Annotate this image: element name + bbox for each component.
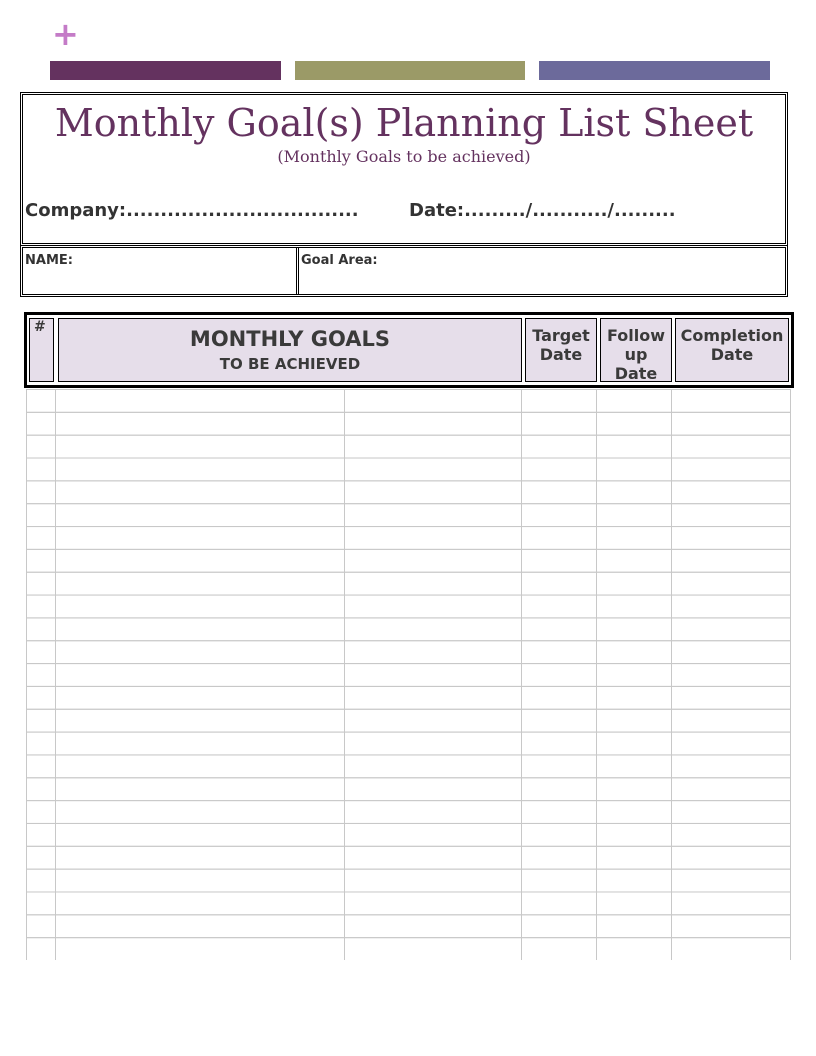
table-cell[interactable]: [522, 435, 597, 458]
table-cell[interactable]: [522, 572, 597, 595]
table-cell[interactable]: [597, 390, 672, 413]
table-cell[interactable]: [56, 869, 345, 892]
table-cell[interactable]: [597, 664, 672, 687]
table-cell[interactable]: [672, 435, 791, 458]
table-cell[interactable]: [522, 595, 597, 618]
target-line-1: Target: [532, 326, 590, 345]
table-cell[interactable]: [56, 732, 345, 755]
table-cell[interactable]: [672, 686, 791, 709]
table-cell[interactable]: [522, 412, 597, 435]
table-cell[interactable]: [672, 846, 791, 869]
date-field[interactable]: Date:........./.........../.........: [409, 200, 676, 221]
table-cell[interactable]: [522, 823, 597, 846]
table-cell[interactable]: [27, 412, 56, 435]
table-cell[interactable]: [597, 618, 672, 641]
table-cell[interactable]: [672, 892, 791, 915]
table-row[interactable]: [27, 709, 791, 732]
table-cell[interactable]: [672, 618, 791, 641]
table-cell[interactable]: [597, 412, 672, 435]
table-cell[interactable]: [56, 846, 345, 869]
table-cell[interactable]: [345, 732, 522, 755]
info-box: [20, 245, 788, 297]
table-cell[interactable]: [597, 801, 672, 824]
table-cell[interactable]: [597, 892, 672, 915]
table-cell[interactable]: [522, 481, 597, 504]
table-cell[interactable]: [597, 458, 672, 481]
table-cell[interactable]: [56, 823, 345, 846]
table-cell[interactable]: [597, 755, 672, 778]
column-header-follow-text: [601, 326, 671, 383]
company-field[interactable]: Company:..................................: [25, 200, 359, 221]
table-cell[interactable]: [672, 641, 791, 664]
table-cell[interactable]: [522, 664, 597, 687]
table-cell[interactable]: [345, 595, 522, 618]
column-header-goals: [58, 318, 522, 382]
info-divider: [296, 248, 299, 294]
page-title: Monthly Goal(s) Planning List Sheet: [54, 101, 754, 145]
table-row[interactable]: [27, 664, 791, 687]
table-cell[interactable]: [56, 892, 345, 915]
table-cell[interactable]: [27, 755, 56, 778]
table-cell[interactable]: [672, 481, 791, 504]
plus-icon: +: [52, 15, 79, 53]
table-cell[interactable]: [672, 549, 791, 572]
table-cell[interactable]: [597, 595, 672, 618]
table-row[interactable]: [27, 938, 791, 960]
column-header-completion-date: [675, 318, 789, 382]
table-row[interactable]: [27, 755, 791, 778]
table-cell[interactable]: [345, 664, 522, 687]
table-cell[interactable]: [345, 823, 522, 846]
table-cell[interactable]: [597, 915, 672, 938]
goal-area-field[interactable]: Goal Area:: [301, 253, 378, 268]
follow-line-3: Date: [614, 364, 658, 383]
table-cell[interactable]: [522, 938, 597, 960]
table-cell[interactable]: [27, 481, 56, 504]
table-cell[interactable]: [345, 390, 522, 413]
table-cell[interactable]: [27, 390, 56, 413]
table-row[interactable]: [27, 435, 791, 458]
table-cell[interactable]: [522, 732, 597, 755]
table-cell[interactable]: [27, 641, 56, 664]
table-cell[interactable]: [672, 778, 791, 801]
table-cell[interactable]: [597, 823, 672, 846]
table-cell[interactable]: [56, 709, 345, 732]
table-cell[interactable]: [672, 572, 791, 595]
table-cell[interactable]: [597, 732, 672, 755]
table-row[interactable]: [27, 846, 791, 869]
column-header-follow-up-date: [600, 318, 672, 382]
follow-line-1: Follow: [606, 326, 665, 345]
table-cell[interactable]: [27, 915, 56, 938]
table-cell[interactable]: [56, 549, 345, 572]
table-cell[interactable]: [672, 938, 791, 960]
color-bar-slate: [539, 61, 770, 80]
table-row[interactable]: [27, 732, 791, 755]
table-cell[interactable]: [345, 549, 522, 572]
table-cell[interactable]: [672, 915, 791, 938]
table-cell[interactable]: [345, 618, 522, 641]
table-row[interactable]: [27, 686, 791, 709]
table-cell[interactable]: [56, 664, 345, 687]
table-cell[interactable]: [522, 618, 597, 641]
table-cell[interactable]: [345, 458, 522, 481]
follow-line-2: up: [624, 345, 648, 364]
color-bar-purple: [50, 61, 281, 80]
table-cell[interactable]: [27, 869, 56, 892]
table-row[interactable]: [27, 412, 791, 435]
table-cell[interactable]: [522, 846, 597, 869]
table-cell[interactable]: [345, 504, 522, 527]
table-cell[interactable]: [597, 641, 672, 664]
table-cell[interactable]: [345, 435, 522, 458]
table-cell[interactable]: [27, 435, 56, 458]
table-cell[interactable]: [27, 504, 56, 527]
table-cell[interactable]: [27, 846, 56, 869]
table-cell[interactable]: [345, 527, 522, 550]
table-row[interactable]: [27, 504, 791, 527]
table-cell[interactable]: [522, 686, 597, 709]
table-cell[interactable]: [522, 549, 597, 572]
completion-line-2: Date: [710, 345, 754, 364]
column-header-goals-title: MONTHLY GOALS: [189, 327, 391, 351]
table-cell[interactable]: [56, 755, 345, 778]
table-cell[interactable]: [597, 846, 672, 869]
table-cell[interactable]: [27, 527, 56, 550]
table-cell[interactable]: [672, 595, 791, 618]
table-row[interactable]: [27, 869, 791, 892]
table-cell[interactable]: [345, 686, 522, 709]
table-cell[interactable]: [672, 869, 791, 892]
table-grid: [26, 389, 791, 960]
completion-line-1: Completion: [680, 326, 784, 345]
table-cell[interactable]: [522, 458, 597, 481]
table-cell[interactable]: [345, 846, 522, 869]
table-cell[interactable]: [345, 709, 522, 732]
column-header-target-date: [525, 318, 597, 382]
table-cell[interactable]: [56, 481, 345, 504]
table-cell[interactable]: [672, 664, 791, 687]
header-box: [20, 92, 788, 246]
table-cell[interactable]: [56, 686, 345, 709]
table-cell[interactable]: [56, 595, 345, 618]
table-cell[interactable]: [522, 801, 597, 824]
goals-table-header: [24, 312, 794, 388]
table-cell[interactable]: [672, 527, 791, 550]
table-cell[interactable]: [56, 618, 345, 641]
table-row[interactable]: [27, 618, 791, 641]
table-cell[interactable]: [597, 435, 672, 458]
table-cell[interactable]: [597, 938, 672, 960]
table-cell[interactable]: [27, 664, 56, 687]
table-cell[interactable]: [27, 686, 56, 709]
table-cell[interactable]: [672, 732, 791, 755]
table-cell[interactable]: [56, 412, 345, 435]
table-row[interactable]: [27, 481, 791, 504]
table-cell[interactable]: [672, 801, 791, 824]
table-cell[interactable]: [27, 778, 56, 801]
table-cell[interactable]: [672, 504, 791, 527]
table-cell[interactable]: [345, 778, 522, 801]
table-row[interactable]: [27, 458, 791, 481]
table-cell[interactable]: [345, 938, 522, 960]
table-cell[interactable]: [27, 595, 56, 618]
table-cell[interactable]: [522, 892, 597, 915]
color-bar-olive: [295, 61, 525, 80]
column-header-target-text: [526, 326, 596, 364]
table-cell[interactable]: [345, 892, 522, 915]
table-cell[interactable]: [522, 778, 597, 801]
table-cell[interactable]: [345, 755, 522, 778]
table-cell[interactable]: [597, 504, 672, 527]
table-cell[interactable]: [27, 892, 56, 915]
column-header-completion-text: [676, 326, 788, 364]
table-cell[interactable]: [522, 915, 597, 938]
table-cell[interactable]: [56, 435, 345, 458]
table-cell[interactable]: [522, 755, 597, 778]
table-row[interactable]: [27, 778, 791, 801]
table-cell[interactable]: [56, 572, 345, 595]
table-cell[interactable]: [522, 504, 597, 527]
table-cell[interactable]: [56, 915, 345, 938]
table-cell[interactable]: [522, 527, 597, 550]
target-line-2: Date: [539, 345, 583, 364]
table-cell[interactable]: [672, 755, 791, 778]
table-cell[interactable]: [597, 869, 672, 892]
table-cell[interactable]: [56, 390, 345, 413]
table-cell[interactable]: [672, 390, 791, 413]
table-row[interactable]: [27, 572, 791, 595]
table-cell[interactable]: [56, 778, 345, 801]
table-cell[interactable]: [56, 938, 345, 960]
table-row[interactable]: [27, 801, 791, 824]
table-cell[interactable]: [27, 572, 56, 595]
column-header-goals-subtitle: TO BE ACHIEVED: [219, 355, 361, 373]
table-cell[interactable]: [345, 801, 522, 824]
table-cell[interactable]: [27, 823, 56, 846]
table-row[interactable]: [27, 595, 791, 618]
table-cell[interactable]: [597, 527, 672, 550]
table-cell[interactable]: [522, 709, 597, 732]
table-row[interactable]: [27, 641, 791, 664]
table-cell[interactable]: [27, 618, 56, 641]
name-field[interactable]: NAME:: [25, 253, 73, 268]
table-row[interactable]: [27, 527, 791, 550]
table-cell[interactable]: [597, 572, 672, 595]
table-cell[interactable]: [27, 549, 56, 572]
table-row[interactable]: [27, 390, 791, 413]
table-cell[interactable]: [672, 709, 791, 732]
decorative-color-bars: [50, 61, 770, 80]
table-cell[interactable]: [597, 549, 672, 572]
table-cell[interactable]: [345, 412, 522, 435]
table-cell[interactable]: [27, 732, 56, 755]
table-cell[interactable]: [27, 801, 56, 824]
table-cell[interactable]: [56, 458, 345, 481]
page-subtitle: (Monthly Goals to be achieved): [277, 147, 531, 166]
table-cell[interactable]: [522, 641, 597, 664]
table-cell[interactable]: [345, 869, 522, 892]
table-row[interactable]: [27, 549, 791, 572]
table-cell[interactable]: [597, 686, 672, 709]
table-cell[interactable]: [56, 801, 345, 824]
goals-table-body: [26, 389, 791, 960]
table-cell[interactable]: [27, 709, 56, 732]
table-cell[interactable]: [522, 869, 597, 892]
table-cell[interactable]: [345, 641, 522, 664]
table-row[interactable]: [27, 915, 791, 938]
table-cell[interactable]: [597, 709, 672, 732]
table-cell[interactable]: [672, 412, 791, 435]
table-cell[interactable]: [597, 778, 672, 801]
table-cell[interactable]: [56, 504, 345, 527]
table-cell[interactable]: [522, 390, 597, 413]
table-cell[interactable]: [56, 527, 345, 550]
table-row[interactable]: [27, 823, 791, 846]
table-cell[interactable]: [672, 458, 791, 481]
table-cell[interactable]: [27, 458, 56, 481]
table-cell[interactable]: [345, 481, 522, 504]
column-header-number: #: [29, 318, 54, 382]
table-cell[interactable]: [27, 938, 56, 960]
table-cell[interactable]: [672, 823, 791, 846]
table-cell[interactable]: [345, 915, 522, 938]
table-cell[interactable]: [56, 641, 345, 664]
table-cell[interactable]: [597, 481, 672, 504]
table-cell[interactable]: [345, 572, 522, 595]
table-row[interactable]: [27, 892, 791, 915]
